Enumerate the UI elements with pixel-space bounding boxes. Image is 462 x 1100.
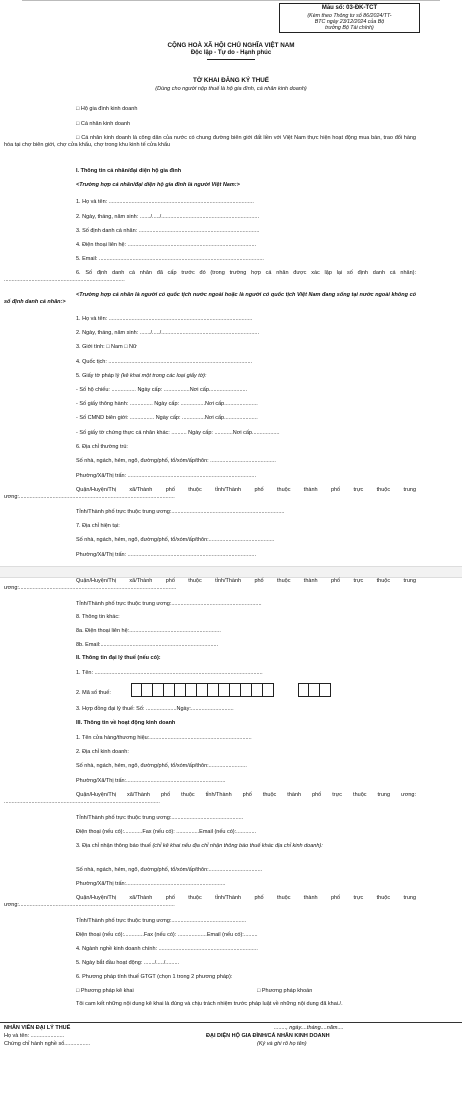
tax-code-digit[interactable] — [230, 683, 241, 697]
form-note-2: BTC ngày 23/12/2024 của Bộ — [314, 18, 385, 25]
form-note-3: trưởng Bộ Tài chính) — [325, 24, 374, 31]
field-biz-district[interactable]: Quận/Huyện/Thị xã/Thành phố thuộc tỉnh/Thành phố thuộc thành phố trực thuộc trung ương: ...................................................................................................... — [4, 792, 416, 805]
sign-date[interactable]: ........, ngày....tháng....năm.... — [274, 1025, 344, 1031]
tax-code-digit[interactable] — [153, 683, 164, 697]
page-break — [0, 566, 462, 578]
permanent-address-label: 6. Địa chỉ thường trú: — [76, 444, 128, 450]
agent-staff-name[interactable]: Họ và tên: ...................... — [4, 1033, 65, 1039]
option-border-trader[interactable]: □ Cá nhân kinh doanh là công dân của nước có chung đường biên giới đất liền với Việt Nam thực hiện hoạt động mua bán, trao đổi hàng hóa tại chợ biên giới, chợ cửa khẩu, chợ trong khu kinh tế cửa khẩu — [4, 135, 416, 148]
field-biz-contact[interactable]: Điện thoại (nếu có):............Fax (nếu có): ...............Email (nếu có):............. — [76, 829, 257, 835]
field-other-phone[interactable]: 8a. Điện thoại liên hệ:............................................................ — [76, 628, 221, 634]
field-biz-ward[interactable]: Phường/Xã/Thị trấn:................................................................. — [76, 778, 226, 784]
tax-code-digit[interactable] — [142, 683, 153, 697]
field-notice-province[interactable]: Tỉnh/Thành phố trực thuộc trung ương:................................................. — [76, 918, 247, 924]
tax-code-digit[interactable] — [252, 683, 263, 697]
form-number-box — [279, 3, 420, 33]
tax-code-digit[interactable] — [164, 683, 175, 697]
top-border — [22, 0, 440, 1]
tax-code-branch-digit[interactable] — [320, 683, 331, 697]
motto-underline — [207, 59, 255, 60]
field-cur-street[interactable]: Số nhà, ngách, hẻm, ngõ, đường/phố, tổ/xóm/ấp/thôn:........................................... — [76, 537, 275, 543]
tax-code-branch-digit[interactable] — [298, 683, 309, 697]
agent-staff-title: NHÂN VIÊN ĐẠI LÝ THUẾ — [4, 1025, 71, 1031]
field-phone[interactable]: 4. Điện thoại liên hệ: .................................................................................... — [76, 242, 257, 248]
field-agent-contract[interactable]: 3. Hợp đồng đại lý thuế: Số: ....................Ngày:............................ — [76, 706, 234, 712]
field-notice-district[interactable]: Quận/Huyện/Thị xã/Thành phố thuộc tỉnh/Thành phố thuộc thành phố trực thuộc trung ương:...................................................................................................... — [4, 895, 416, 908]
field-dob[interactable]: 2. Ngày, tháng, năm sinh: ......./...../................................................................ — [76, 214, 259, 220]
section3-heading: III. Thông tin về hoạt động kinh doanh — [76, 720, 176, 726]
current-address-label: 7. Địa chỉ hiện tại: — [76, 523, 120, 529]
legal-docs-hint: (kê khai một trong các loại giấy tờ): — [120, 373, 207, 379]
tax-code-digit[interactable] — [197, 683, 208, 697]
field-border-id[interactable]: - Số CMND biên giới: ................ Ngày cấp: ...............Nơi cấp...................... — [76, 415, 258, 421]
tax-code-digit[interactable] — [241, 683, 252, 697]
tax-code-digit[interactable] — [208, 683, 219, 697]
field-notice-contact[interactable]: Điện thoại (nếu có):.............Fax (nếu có): ...................Email (nếu có):......... — [76, 932, 258, 938]
form-subtitle: (Dùng cho người nộp thuế là hộ gia đình, cá nhân kinh doanh) — [155, 86, 307, 92]
field-gender[interactable]: 3. Giới tính: □ Nam □ Nữ — [76, 344, 137, 350]
field-other-id[interactable]: - Số giấy tờ chứng thực cá nhân khác: .......... Ngày cấp: ............Nơi cấp.................. — [76, 430, 280, 436]
notice-address-label — [4, 843, 416, 850]
business-address-label: 2. Địa chỉ kinh doanh: — [76, 749, 129, 755]
field-previous-id[interactable]: 6. Số định danh cá nhân đã cấp trước đó (trong trường hợp cá nhân được xác lập lại số định danh cá nhân): ............................................................................... — [4, 270, 416, 283]
field-personal-id[interactable]: 3. Số định danh cá nhân: ............................................................................... — [76, 228, 260, 234]
field-shop-name[interactable]: 1. Tên cửa hàng/thương hiệu:................................................................... — [76, 735, 252, 741]
field-passport[interactable]: - Số hộ chiếu: ................ Ngày cấp: .................Nơi cấp......................... — [76, 387, 248, 393]
section2-heading: II. Thông tin đại lý thuế (nếu có): — [76, 655, 161, 661]
form-note-1: (Kèm theo Thông tư số 86/2024/TT- — [307, 12, 392, 19]
case-foreign: <Trường hợp cá nhân là người có quốc tịch nước ngoài hoặc là người có quốc tịch Việt Nam đang sống tại nước ngoài không có số định danh cá nhân:> — [4, 292, 416, 305]
tax-code-digit[interactable] — [186, 683, 197, 697]
legal-docs-label: 5. Giấy tờ pháp lý — [76, 373, 121, 379]
field-travel-permit[interactable]: - Số giấy thông hành: ............... Ngày cấp: ................Nơi cấp...................... — [76, 401, 258, 407]
form-code: Mẫu số: 03-ĐK-TCT — [321, 5, 378, 11]
tax-code-boxes-main[interactable] — [131, 683, 274, 697]
field-cur-ward[interactable]: Phường/Xã/Thị trấn: .................................................................................... — [76, 552, 256, 558]
agent-staff-cert[interactable]: Chứng chỉ hành nghề số................. — [4, 1041, 91, 1047]
commitment-text: Tôi cam kết những nội dung kê khai là đúng và chịu trách nhiệm trước pháp luật về những nội dung đã khai./. — [76, 1001, 343, 1007]
field-email[interactable]: 5. Email: ............................................................................................................ — [76, 256, 264, 262]
field-agent-tax-code-label: 2. Mã số thuế: — [76, 690, 111, 696]
field-perm-province[interactable]: Tỉnh/Thành phố trực thuộc trung ương:.......................................................................... — [76, 509, 285, 515]
field-start-date[interactable]: 5. Ngày bắt đầu hoạt động: ......./...../......... — [76, 960, 180, 966]
field-biz-province[interactable]: Tỉnh/Thành phố trực thuộc trung ương:............................................... — [76, 815, 244, 821]
field-cur-district[interactable]: Quận/Huyện/Thị xã/Thành phố thuộc tỉnh/Thành phố thuộc thành phố trực thuộc trung ương:....................................................................................................... — [4, 578, 416, 591]
case-vietnamese: <Trường hợp cá nhân/đại diện hộ gia đình là người Việt Nam:> — [76, 182, 240, 188]
tax-code-digit[interactable] — [263, 683, 274, 697]
signature-divider — [0, 1022, 462, 1023]
tax-code-branch-digit[interactable] — [309, 683, 320, 697]
vat-method-label: 6. Phương pháp tính thuế GTGT (chọn 1 trong 2 phương pháp): — [76, 974, 233, 980]
field-notice-street[interactable]: Số nhà, ngách, hẻm, ngõ, đường/phố, tổ/xóm/ấp/thôn:................................... — [76, 867, 263, 873]
field-main-business[interactable]: 4. Ngành nghề kinh doanh chính: ................................................................. — [76, 946, 258, 952]
option-household[interactable]: □ Hộ gia đình kinh doanh — [76, 106, 138, 112]
option-declaration-method[interactable]: □ Phương pháp kê khai — [76, 988, 134, 994]
field-legal-docs — [76, 373, 206, 380]
motto: Độc lập - Tự do - Hạnh phúc — [190, 50, 272, 56]
option-individual[interactable]: □ Cá nhân kinh doanh — [76, 121, 131, 127]
field-perm-street[interactable]: Số nhà, ngách, hẻm, ngõ, đường/phố, tổ/xóm/ấp/thôn: ........................................... — [76, 458, 276, 464]
nation-header: CỘNG HOÀ XÃ HỘI CHỦ NGHĨA VIỆT NAM — [167, 42, 295, 49]
representative-title: ĐẠI DIỆN HỘ GIA ĐÌNH/CÁ NHÂN KINH DOANH — [206, 1033, 330, 1039]
other-info-label: 8. Thông tin khác: — [76, 614, 120, 620]
field-biz-street[interactable]: Số nhà, ngách, hẻm, ngõ, đường/phố, tổ/xóm/ấp/thôn:......................... — [76, 763, 247, 769]
field-agent-name[interactable]: 1. Tên: .............................................................................................................. — [76, 670, 263, 676]
field-perm-ward[interactable]: Phường/Xã/Thị trấn: .................................................................................... — [76, 473, 256, 479]
field-cur-province[interactable]: Tỉnh/Thành phố trực thuộc trung ương:........................................................... — [76, 601, 262, 607]
field-nationality[interactable]: 4. Quốc tịch: .............................................................................................. — [76, 359, 253, 365]
tax-code-boxes-branch[interactable] — [298, 683, 331, 697]
tax-code-digit[interactable] — [219, 683, 230, 697]
field-full-name[interactable]: 1. Họ và tên: ............................................................................................... — [76, 199, 254, 205]
field-notice-ward[interactable]: Phường/Xã/Thị trấn:................................................................. — [76, 881, 226, 887]
field-perm-district[interactable]: Quận/Huyện/Thị xã/Thành phố thuộc tỉnh/Thành phố thuộc thành phố trực thuộc trung ương:...................................................................................................... — [4, 487, 416, 500]
field-foreign-dob[interactable]: 2. Ngày, tháng, năm sinh: ......./...../................................................................ — [76, 330, 259, 336]
notice-address-hint: (chỉ kê khai nếu địa chỉ nhận thông báo thuế khác địa chỉ kinh doanh): — [152, 843, 323, 849]
field-other-email[interactable]: 8b. Email:............................................................................. — [76, 642, 219, 648]
form-title: TỜ KHAI ĐĂNG KÝ THUẾ — [192, 77, 270, 84]
notice-address-title: 3. Địa chỉ nhận thông báo thuế — [76, 843, 153, 849]
tax-code-digit[interactable] — [131, 683, 142, 697]
section1-heading: I. Thông tin cá nhân/đại diện hộ gia đình — [76, 168, 182, 174]
representative-note: (Ký và ghi rõ họ tên) — [257, 1041, 307, 1047]
field-foreign-name[interactable]: 1. Họ và tên: .............................................................................................. — [76, 316, 253, 322]
tax-code-digit[interactable] — [175, 683, 186, 697]
option-lump-sum-method[interactable]: □ Phương pháp khoán — [257, 988, 313, 994]
